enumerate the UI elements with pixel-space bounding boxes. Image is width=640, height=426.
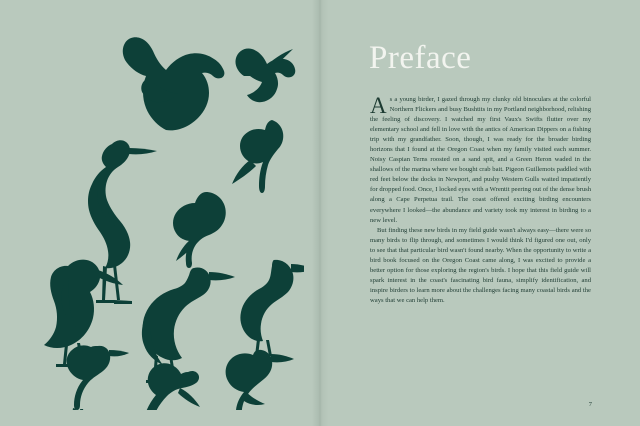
gull-perched-icon	[240, 260, 304, 360]
duck-flying-icon	[123, 37, 225, 130]
preface-body	[370, 95, 591, 306]
crow-icon	[226, 350, 294, 410]
hummingbird-icon	[235, 48, 295, 102]
small-songbird-icon	[173, 192, 226, 268]
cormorant-small-icon	[67, 345, 129, 410]
drop-cap: A	[370, 93, 387, 118]
swallow-perched-icon	[232, 120, 283, 193]
paragraph-second: But finding these new birds in my field guide wasn't always easy—there were so many birds to flip through, and sometimes I would think I'd figured one out, only to see that that particular bird wasn't found nearby. When the opportunity to write a bird book focused on the Oregon Coast came along, I was excited to provide a better option for those exploring the region's birds. I hope that this field guide will spark interest in the coast's fascinating bird fauna, simplify identification, and inspire birders to learn more about the challenges facing many coastal birds and the ways that we can help them.	[370, 226, 591, 304]
page-number: 7	[588, 401, 592, 408]
paragraph-first	[370, 95, 591, 226]
swallow-flying-icon	[145, 363, 200, 410]
coastal-bird-silhouettes	[18, 16, 304, 410]
page-title: Preface	[369, 40, 472, 76]
paragraph-text: s a young birder, I gazed through my clunky old binoculars at the colorful Northern Flickers and busy Bushtits in my Portland neighborhood, relishing the feeling of discovery. I watched my first Vaux's Swifts flutter over my elementary school and fell in love with the antics of American Dippers on a fishing trip with my grandfather. Soon, though, I was ready for the broader birding horizons that I found at the Oregon Coast when my family visited each summer. Noisy Caspian Terns roosted on a sand spit, and a Green Heron waded in the shallows of the marina where we bought crab bait. Pigeon Guillemots paddled with red feet below the docks in Newport, and pushy Western Gulls waited impatiently for dropped food. Once, I locked eyes with a Wrentit peering out of the dense brush along a Cape Perpetua trail. The coast offered exciting birding encounters everywhere I looked—the abundance and variety took my interest in birding to a new level.	[370, 96, 591, 224]
right-page	[320, 0, 640, 426]
